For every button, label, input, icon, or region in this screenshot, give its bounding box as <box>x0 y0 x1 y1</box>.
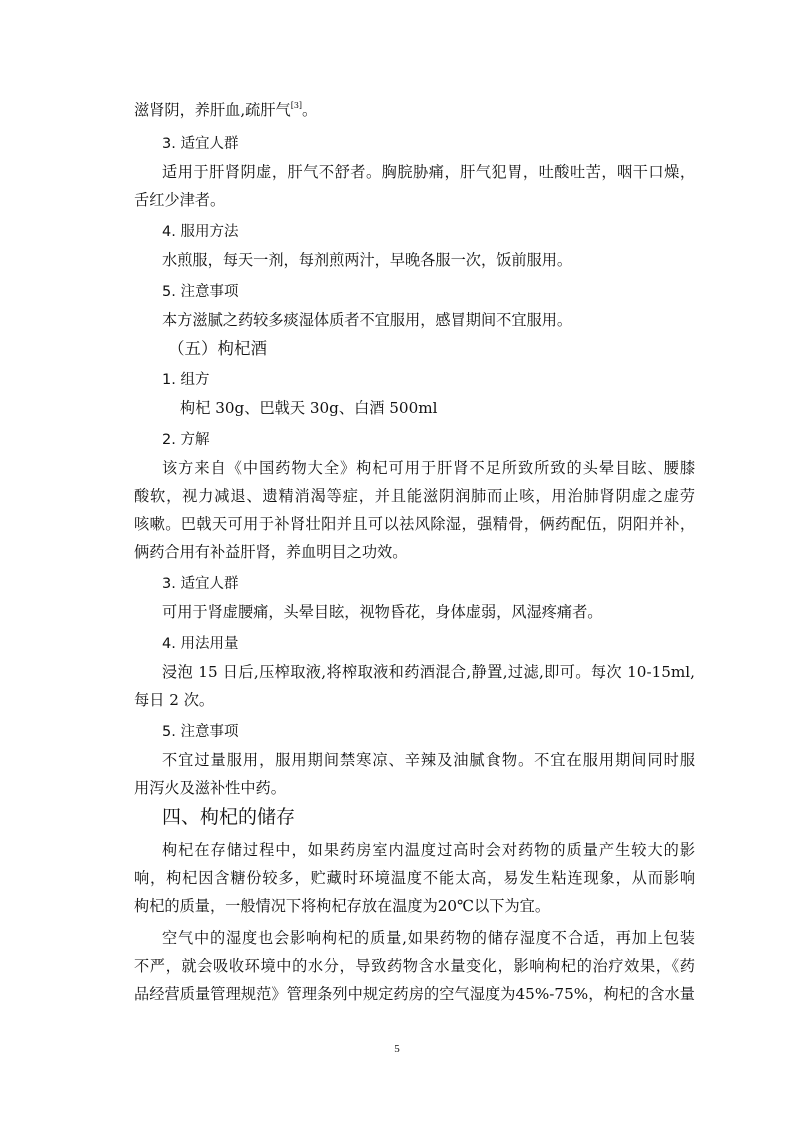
paragraph-line: 浸泡 15 日后,压榨取液,将榨取液和药酒混合,静置,过滤,即可。每次 10-15ml, <box>162 663 695 681</box>
paragraph-line: 每日 2 次。 <box>134 691 215 709</box>
heading-dosage: 4. 用法用量 <box>162 636 239 652</box>
paragraph-line: 适用于肝肾阴虚，肝气不舒者。胸脘胁痛，肝气犯胃，吐酸吐苦，咽干口燥， <box>162 163 695 181</box>
section-title: 四、枸杞的储存 <box>162 806 296 828</box>
paragraph-line: 枸杞 30g、巴戟天 30g、白酒 500ml <box>180 399 438 417</box>
citation-ref: [3] <box>290 101 303 110</box>
heading-cautions: 5. 注意事项 <box>162 284 239 300</box>
heading-formula: 1. 组方 <box>162 372 210 388</box>
page-number: 5 <box>394 1043 400 1055</box>
subsection-title: （五）枸杞酒 <box>168 339 267 358</box>
paragraph-line: 本方滋腻之药较多痰湿体质者不宜服用，感冒期间不宜服用。 <box>162 311 573 329</box>
heading-cautions: 5. 注意事项 <box>162 724 239 740</box>
paragraph-line: 滋肾阴，养肝血,疏肝气[3]。 <box>134 101 318 119</box>
paragraph-line: 水煎服，每天一剂，每剂煎两汁，早晚各服一次，饭前服用。 <box>162 251 573 269</box>
paragraph-line: 响，枸杞因含糖份较多，贮藏时环境温度不能太高，易发生粘连现象，从而影响 <box>134 869 695 887</box>
paragraph-line: 该方来自《中国药物大全》枸杞可用于肝肾不足所致所致的头晕目眩、腰膝 <box>162 459 695 477</box>
paragraph-line: 枸杞在存储过程中，如果药房室内温度过高时会对药物的质量产生较大的影 <box>162 841 695 859</box>
paragraph-line: 舌红少津者。 <box>134 191 226 209</box>
paragraph-line: 俩药合用有补益肝肾，养血明目之功效。 <box>134 543 408 561</box>
paragraph-line: 不严，就会吸收环境中的水分，导致药物含水量变化，影响枸杞的治疗效果，《药 <box>134 957 695 975</box>
paragraph-line: 品经营质量管理规范》管理条列中规定药房的空气湿度为45%-75%，枸杞的含水量 <box>134 985 695 1003</box>
heading-explanation: 2. 方解 <box>162 432 210 448</box>
heading-usage: 4. 服用方法 <box>162 224 239 240</box>
paragraph-line: 枸杞的质量，一般情况下将枸杞存放在温度为20℃以下为宜。 <box>134 897 551 915</box>
paragraph-line: 不宜过量服用，服用期间禁寒凉、辛辣及油腻食物。不宜在服用期间同时服 <box>162 751 695 769</box>
heading-suitable-group: 3. 适宜人群 <box>162 136 239 152</box>
paragraph-line: 用泻火及滋补性中药。 <box>134 779 286 797</box>
paragraph-line: 可用于肾虚腰痛，头晕目眩，视物昏花，身体虚弱，风湿疼痛者。 <box>162 603 603 621</box>
heading-suitable-group: 3. 适宜人群 <box>162 576 239 592</box>
paragraph-line: 咳嗽。巴戟天可用于补肾壮阳并且可以祛风除湿，强精骨，俩药配伍，阴阳并补， <box>134 515 695 533</box>
paragraph-line: 空气中的湿度也会影响枸杞的质量,如果药物的储存湿度不合适，再加上包装 <box>162 929 695 947</box>
paragraph-line: 酸软，视力减退、遗精消渴等症，并且能滋阴润肺而止咳，用治肺肾阴虚之虚劳 <box>134 487 695 505</box>
